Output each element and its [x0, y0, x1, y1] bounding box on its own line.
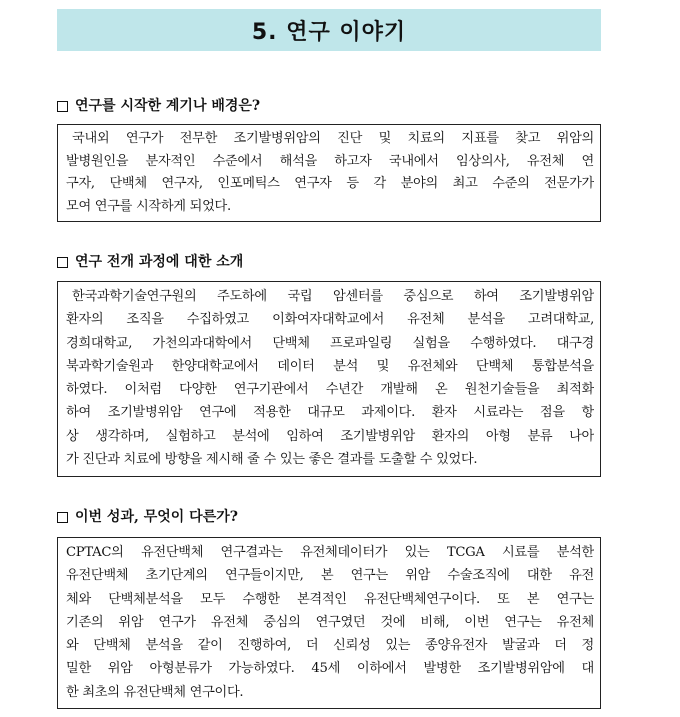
body-line: 상 생각하며, 실험하고 분석에 임하여 조기발병위암 환자의 아형 분류 나아 [66, 428, 594, 444]
body-line: 하여 조기발병위암 연구에 적용한 대규모 과제이다. 환자 시료라는 점을 항 [66, 405, 594, 421]
body-line: 발병원인을 분자적인 수준에서 해석을 하고자 국내에서 임상의사, 유전체 연 [66, 153, 594, 169]
section-heading-text: 이번 성과, 무엇이 다른가? [75, 509, 238, 525]
section-body-process [57, 281, 601, 477]
body-line: 와 단백체 분석을 같이 진행하여, 더 신뢰성 있는 종양유전자 발굴과 더 정 [66, 638, 594, 654]
page-title: 5. 연구 이야기 [251, 19, 407, 45]
square-bullet-icon [57, 512, 68, 523]
square-bullet-icon [57, 101, 68, 112]
body-line: 구자, 단백체 연구자, 인포메틱스 연구자 등 각 분야의 최고 수준의 전문가가 [66, 176, 594, 191]
body-line: CPTAC의 유전단백체 연구결과는 유전체데이터가 있는 TCGA 시료를 분석한 [66, 545, 594, 560]
body-line: 모여 연구를 시작하게 되었다. [66, 198, 231, 214]
square-bullet-icon [57, 257, 68, 268]
body-line: 국내외 연구가 전무한 조기발병위암의 진단 및 치료의 지표를 찾고 위암의 [72, 131, 594, 146]
page-title-banner [57, 9, 601, 51]
body-line: 하였다. 이처럼 다양한 연구기관에서 수년간 개발해 온 원천기술들을 최적화 [66, 382, 594, 398]
body-line: 기존의 위암 연구가 유전체 중심의 연구였던 것에 비해, 이번 연구는 유전체 [66, 614, 594, 630]
body-line: 경희대학교, 가천의과대학에서 단백체 프로파일링 실험을 수행하였다. 대구경 [66, 335, 594, 351]
body-line: 한 최초의 유전단백체 연구이다. [66, 684, 244, 700]
section-heading-text: 연구 전개 과정에 대한 소개 [75, 254, 244, 270]
section-body-difference [57, 537, 601, 709]
section-body-background [57, 124, 601, 222]
section-heading-text: 연구를 시작한 계기나 배경은? [75, 98, 261, 114]
section-heading-difference [57, 508, 238, 526]
body-line: 환자의 조직을 수집하였고 이화여자대학교에서 유전체 분석을 고려대학교, [66, 312, 594, 328]
body-line: 밀한 위암 아형분류가 가능하였다. 45세 이하에서 발병한 조기발병위암에 대 [66, 661, 594, 677]
body-line: 북과학기술원과 한양대학교에서 데이터 분석 및 유전체와 단백체 통합분석을 [66, 358, 594, 374]
body-line: 한국과학기술연구원의 주도하에 국립 암센터를 중심으로 하여 조기발병위암 [72, 289, 594, 304]
section-heading-process [57, 253, 243, 271]
body-line: 체와 단백체분석을 모두 수행한 본격적인 유전단백체연구이다. 또 본 연구는 [66, 591, 594, 607]
body-line: 유전단백체 초기단계의 연구들이지만, 본 연구는 위암 수술조직에 대한 유전 [66, 568, 594, 584]
section-heading-background [57, 97, 260, 115]
body-line: 가 진단과 치료에 방향을 제시해 줄 수 있는 좋은 결과를 도출할 수 있었다. [66, 452, 478, 468]
